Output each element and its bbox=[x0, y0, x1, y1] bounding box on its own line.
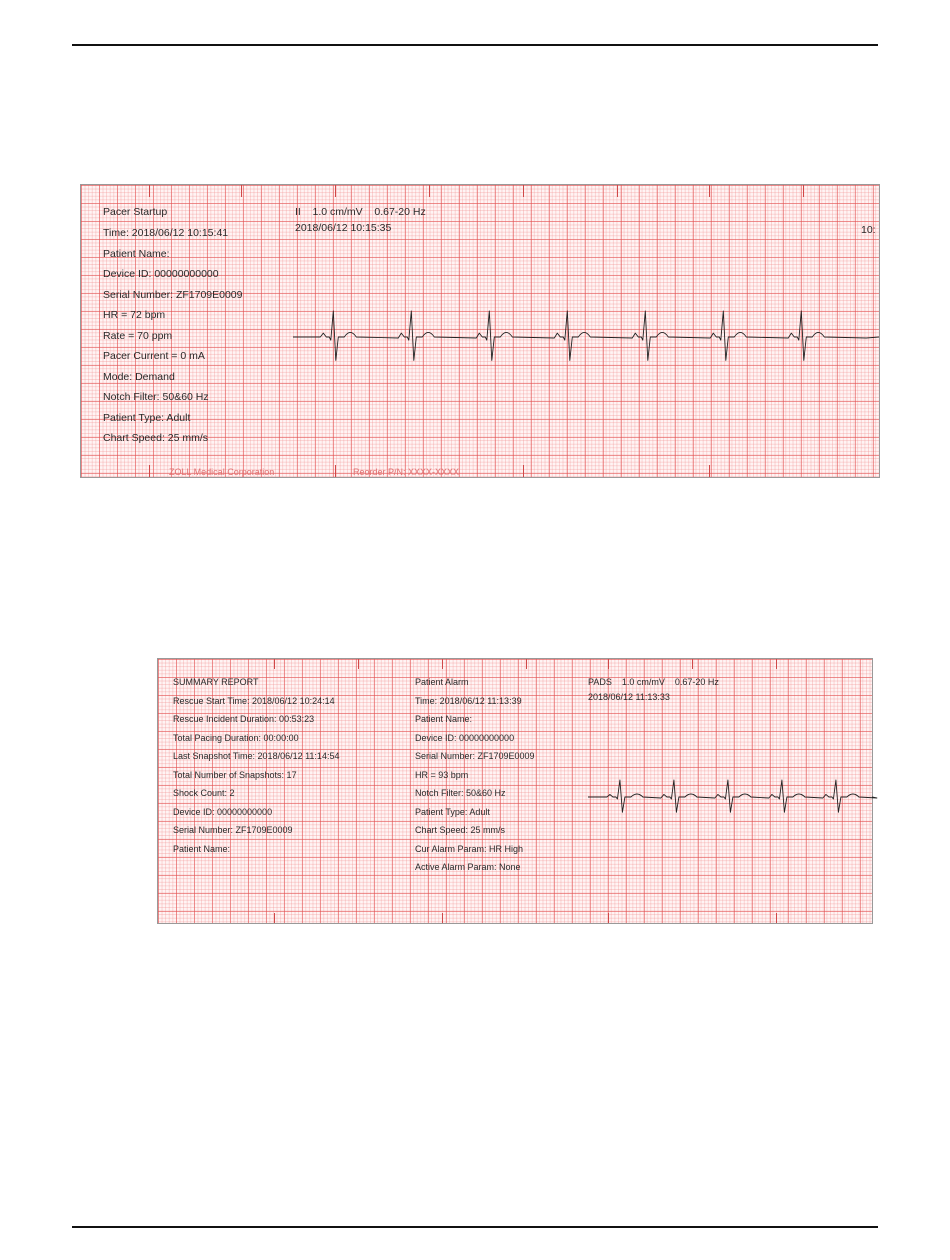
heart-rate: HR = 93 bpm bbox=[415, 770, 469, 780]
trace-time: 2018/06/12 11:13:33 bbox=[588, 692, 670, 702]
grid-tick bbox=[442, 659, 443, 669]
chart-speed: Chart Speed: 25 mm/s bbox=[103, 432, 209, 444]
rescue-duration: Rescue Incident Duration: 00:53:23 bbox=[173, 714, 315, 724]
grid-tick bbox=[358, 659, 359, 669]
last-snapshot-time: Last Snapshot Time: 2018/06/12 11:14:54 bbox=[173, 751, 340, 761]
lead-info: PADS 1.0 cm/mV 0.67-20 Hz bbox=[588, 677, 719, 687]
notch-filter: Notch Filter: 50&60 Hz bbox=[103, 391, 209, 403]
patient-type: Patient Type: Adult bbox=[415, 807, 490, 817]
serial-number: Serial Number: ZF1709E0009 bbox=[103, 289, 243, 301]
grid-tick bbox=[608, 913, 609, 923]
footer-reorder: Reorder P/N: XXXX-XXXX bbox=[353, 467, 460, 477]
device-id: Device ID: 00000000000 bbox=[103, 268, 219, 280]
pacer-mode: Mode: Demand bbox=[103, 371, 175, 383]
ecg-trace bbox=[588, 777, 872, 807]
grid-tick bbox=[526, 659, 527, 669]
grid-tick bbox=[241, 185, 242, 197]
grid-tick bbox=[442, 913, 443, 923]
pacing-duration: Total Pacing Duration: 00:00:00 bbox=[173, 733, 299, 743]
grid-tick bbox=[274, 659, 275, 669]
grid-tick bbox=[149, 465, 150, 477]
current-alarm-param: Cur Alarm Param: HR High bbox=[415, 844, 524, 854]
grid-tick bbox=[429, 185, 430, 197]
grid-tick bbox=[617, 185, 618, 197]
patient-name: Patient Name: bbox=[173, 844, 231, 854]
patient-name: Patient Name: bbox=[103, 248, 170, 260]
strip-time: Time: 2018/06/12 10:15:41 bbox=[103, 227, 229, 239]
grid-tick bbox=[709, 465, 710, 477]
grid-tick bbox=[335, 465, 336, 477]
rescue-start-time: Rescue Start Time: 2018/06/12 10:24:14 bbox=[173, 696, 335, 706]
top-rule bbox=[72, 44, 878, 46]
grid-tick bbox=[523, 185, 524, 197]
snapshot-count: Total Number of Snapshots: 17 bbox=[173, 770, 297, 780]
summary-title: SUMMARY REPORT bbox=[173, 677, 259, 687]
grid-tick bbox=[608, 659, 609, 669]
ecg-path bbox=[588, 780, 877, 812]
shock-count: Shock Count: 2 bbox=[173, 788, 235, 798]
serial-number: Serial Number: ZF1709E0009 bbox=[173, 825, 293, 835]
grid-tick bbox=[149, 185, 150, 197]
device-id: Device ID: 00000000000 bbox=[173, 807, 273, 817]
alarm-title: Patient Alarm bbox=[415, 677, 469, 687]
grid-tick bbox=[776, 659, 777, 669]
patient-name: Patient Name: bbox=[415, 714, 473, 724]
grid-tick bbox=[523, 465, 524, 477]
active-alarm-param: Active Alarm Param: None bbox=[415, 862, 521, 872]
ecg-trace bbox=[293, 303, 879, 353]
pacer-current: Pacer Current = 0 mA bbox=[103, 350, 205, 362]
heart-rate: HR = 72 bpm bbox=[103, 309, 166, 321]
pacer-rate: Rate = 70 ppm bbox=[103, 330, 173, 342]
trace-time: 2018/06/12 10:15:35 bbox=[295, 222, 392, 234]
strip-title: Pacer Startup bbox=[103, 206, 168, 218]
lead-info: II 1.0 cm/mV 0.67-20 Hz bbox=[295, 206, 426, 218]
serial-number: Serial Number: ZF1709E0009 bbox=[415, 751, 535, 761]
grid-tick bbox=[274, 913, 275, 923]
footer-manufacturer: ZOLL Medical Corporation bbox=[169, 467, 275, 477]
patient-type: Patient Type: Adult bbox=[103, 412, 191, 424]
grid-tick bbox=[803, 185, 804, 197]
pacer-startup-strip bbox=[80, 184, 880, 478]
grid-tick bbox=[709, 185, 710, 197]
grid-tick bbox=[335, 185, 336, 197]
summary-report-strip bbox=[157, 658, 873, 924]
chart-speed: Chart Speed: 25 mm/s bbox=[415, 825, 506, 835]
notch-filter: Notch Filter: 50&60 Hz bbox=[415, 788, 506, 798]
alarm-time: Time: 2018/06/12 11:13:39 bbox=[415, 696, 522, 706]
ecg-path bbox=[293, 311, 879, 360]
edge-time: 10: bbox=[861, 224, 876, 236]
bottom-rule bbox=[72, 1226, 878, 1228]
grid-tick bbox=[776, 913, 777, 923]
grid-tick bbox=[692, 659, 693, 669]
device-id: Device ID: 00000000000 bbox=[415, 733, 515, 743]
